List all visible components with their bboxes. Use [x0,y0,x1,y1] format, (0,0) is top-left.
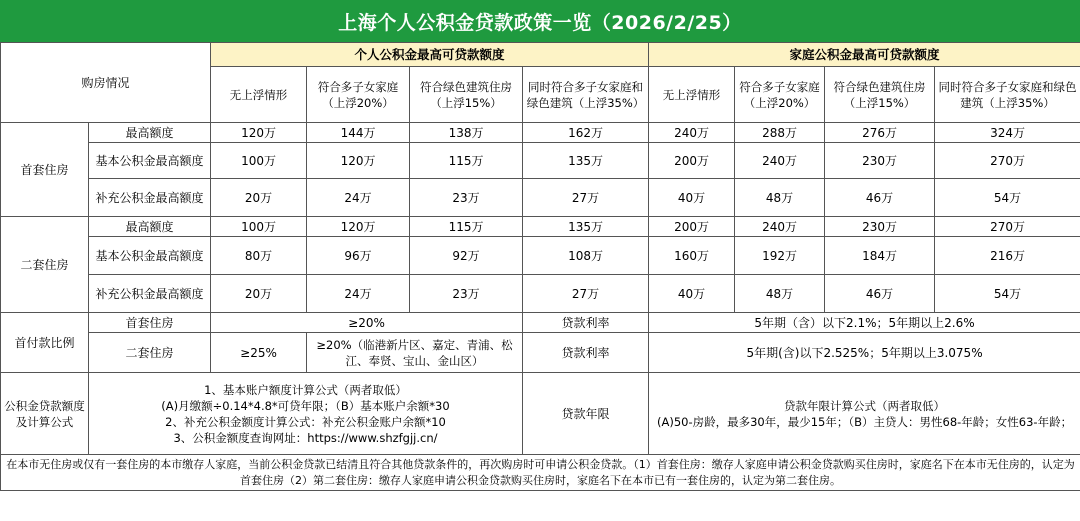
table-cell: 240万 [735,217,825,237]
down-payment-first-label: 首套住房 [89,313,211,333]
page-title: 上海个人公积金贷款政策一览（2026/2/25） [0,0,1080,42]
row-label: 补充公积金最高额度 [89,275,211,313]
table-cell: 192万 [735,237,825,275]
row-label: 基本公积金最高额度 [89,237,211,275]
term-lines [649,373,1080,455]
table-cell: 288万 [735,123,825,143]
column-header: 同时符合多子女家庭和绿色建筑（上浮35%） [935,67,1080,123]
table-cell: 138万 [410,123,523,143]
table-cell: 200万 [649,217,735,237]
table-cell: 270万 [935,217,1080,237]
table-cell: 27万 [523,179,649,217]
down-payment-second-label: 二套住房 [89,333,211,373]
table-cell: 23万 [410,179,523,217]
down-payment-label: 首付款比例 [1,313,89,373]
table-cell: 120万 [307,217,410,237]
column-header: 无上浮情形 [211,67,307,123]
personal-group-header: 个人公积金最高可贷款额度 [211,43,649,67]
table-cell: 27万 [523,275,649,313]
formula-line: (A)月缴额÷0.14*4.8*可贷年限；（B）基本账户余额*30 [161,398,450,413]
term-line: 贷款年限计算公式（两者取低） [784,398,946,413]
table-cell: 200万 [649,143,735,179]
table-cell: 135万 [523,217,649,237]
table-cell: 144万 [307,123,410,143]
table-cell: 108万 [523,237,649,275]
table-cell: 46万 [825,275,935,313]
row-label: 最高额度 [89,217,211,237]
table-cell: 24万 [307,179,410,217]
footnote: 在本市无住房或仅有一套住房的本市缴存人家庭，当前公积金贷款已结清且符合其他贷款条件的，再次购房时可申请公积金贷款。（1）首套住房：缴存人家庭申请公积金贷款购买住房时，家庭名下在本市无住房的，认定为首套住房（2）第二套住房：缴存人家庭申请公积金贷款购买住房时，家庭名下在本市已有一套住房的，认定为第二套住房。 [1,455,1080,491]
table-cell: 270万 [935,143,1080,179]
table-cell: 96万 [307,237,410,275]
table-cell: 115万 [410,217,523,237]
table-cell: 324万 [935,123,1080,143]
table-cell: 46万 [825,179,935,217]
table-cell: 92万 [410,237,523,275]
formula-label: 公积金贷款额度及计算公式 [1,373,89,455]
term-line: (A)50-房龄，最多30年，最少15年；（B）主贷人：男性68-年龄；女性63-年龄； [656,414,1073,429]
table-cell: 54万 [935,275,1080,313]
table-cell: 40万 [649,179,735,217]
table-cell: 20万 [211,275,307,313]
table-cell: 115万 [410,143,523,179]
table-cell: 240万 [649,123,735,143]
table-cell: 230万 [825,217,935,237]
term-label: 贷款年限 [523,373,649,455]
table-cell: 240万 [735,143,825,179]
table-cell: 80万 [211,237,307,275]
down-payment-second-value-districts: ≥20%（临港新片区、嘉定、青浦、松江、奉贤、宝山、金山区） [307,333,523,373]
formula-line: 1、基本账户额度计算公式（两者取低） [204,382,407,397]
table-cell: 216万 [935,237,1080,275]
table-cell: 48万 [735,179,825,217]
table-cell: 48万 [735,275,825,313]
rate-value-second: 5年期(含)以下2.525%；5年期以上3.075% [649,333,1080,373]
table-cell: 120万 [211,123,307,143]
table-cell: 184万 [825,237,935,275]
section-label-second-home: 二套住房 [1,217,89,313]
rate-label: 贷款利率 [523,333,649,373]
table-cell: 135万 [523,143,649,179]
formula-line: 2、补充公积金额度计算公式：补充公积金账户余额*10 [165,414,446,429]
table-cell: 20万 [211,179,307,217]
table-cell: 230万 [825,143,935,179]
column-header: 符合多子女家庭（上浮20%） [307,67,410,123]
formula-line: 3、公积金额度查询网址：https://www.shzfgjj.cn/ [173,430,438,445]
row-label: 补充公积金最高额度 [89,179,211,217]
table-cell: 276万 [825,123,935,143]
column-header: 符合多子女家庭（上浮20%） [735,67,825,123]
table-cell: 100万 [211,143,307,179]
family-group-header: 家庭公积金最高可贷款额度 [649,43,1080,67]
down-payment-first-value: ≥20% [211,313,523,333]
column-header: 符合绿色建筑住房（上浮15%） [410,67,523,123]
down-payment-second-value: ≥25% [211,333,307,373]
policy-table [0,42,1080,491]
table-cell: 54万 [935,179,1080,217]
purchase-header: 购房情况 [1,43,211,123]
table-cell: 23万 [410,275,523,313]
formula-lines [89,373,523,455]
section-label-first-home: 首套住房 [1,123,89,217]
column-header: 符合绿色建筑住房（上浮15%） [825,67,935,123]
table-cell: 120万 [307,143,410,179]
column-header: 同时符合多子女家庭和绿色建筑（上浮35%） [523,67,649,123]
table-cell: 40万 [649,275,735,313]
rate-label: 贷款利率 [523,313,649,333]
table-cell: 100万 [211,217,307,237]
table-cell: 162万 [523,123,649,143]
column-header: 无上浮情形 [649,67,735,123]
row-label: 最高额度 [89,123,211,143]
row-label: 基本公积金最高额度 [89,143,211,179]
table-cell: 24万 [307,275,410,313]
rate-value-first: 5年期（含）以下2.1%；5年期以上2.6% [649,313,1080,333]
table-cell: 160万 [649,237,735,275]
